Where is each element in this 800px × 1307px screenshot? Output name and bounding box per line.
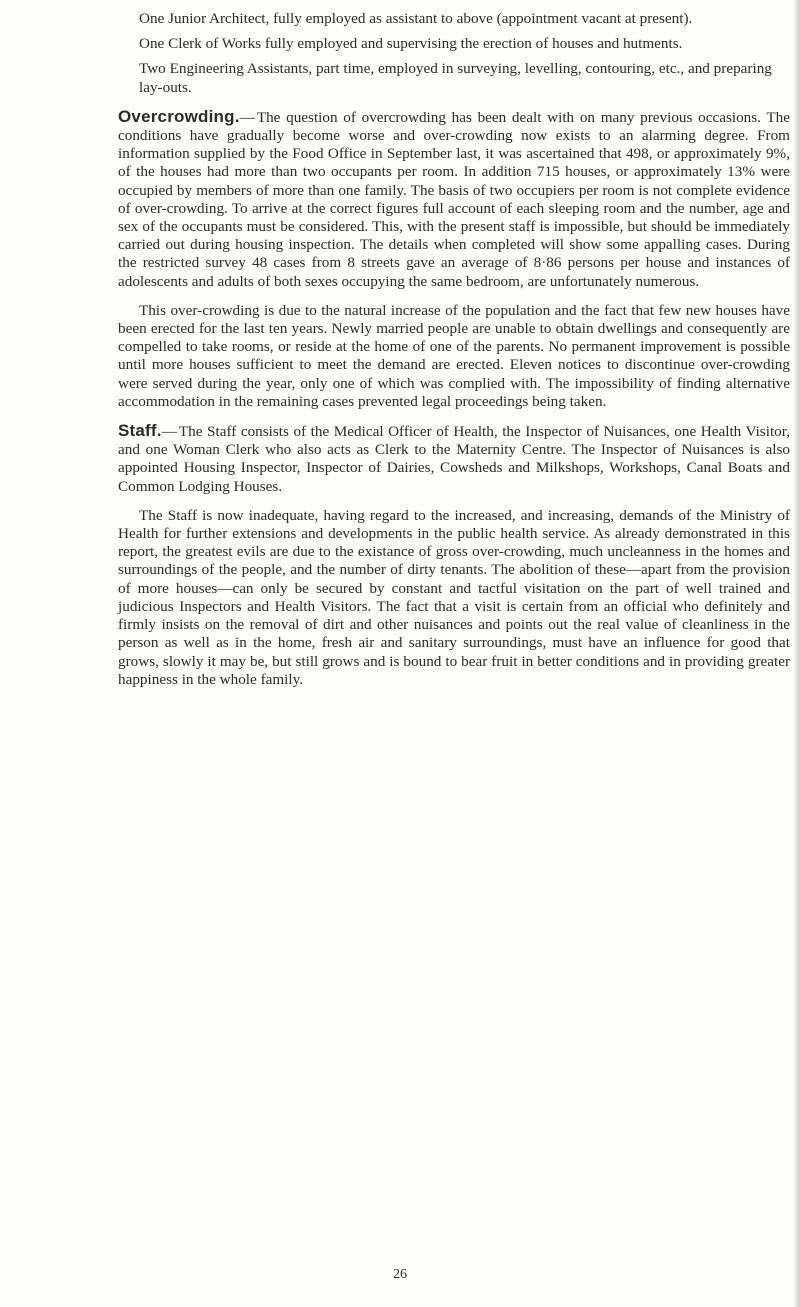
overcrowding-paragraph-1 (118, 108, 790, 291)
staff-paragraph-2: The Staff is now inadequate, having regard to the increased, and increasing, demands of the Ministry of Health for further extensions and developments in the public health service. As already demonstrated in this report, the greatest evils are due to the existance of gross over-crowding, much uncleanness in the homes and surroundings of the people, and the number of dirty tenants. The abolition of these—apart from the provision of more houses—can only be secured by constant and tactful visitation on the part of well trained and judicious Inspectors and Health Visitors. The fact that a visit is certain from an official who definitely and firmly insists on the removal of dirt and other nuisances and points out the real value of cleanliness in the person as well as in the home, fresh air and sanitary surroundings, must have an influence for good that grows, slowly it may be, but still grows and is bound to bear fruit in better conditions and in providing greater happiness in the whole family. (118, 506, 790, 688)
staff-list-engineering-assistants: Two Engineering Assistants, part time, employed in surveying, levelling, contouring, etc., and preparing lay-outs. (139, 60, 772, 96)
page-number: 26 (393, 1267, 407, 1282)
staff-list-junior-architect: One Junior Architect, fully employed as assistant to above (appointment vacant at present). (139, 10, 693, 27)
staff-heading: Staff. (118, 421, 162, 441)
page-edge-shadow (794, 0, 800, 1307)
staff-heading-dash: — (161, 423, 177, 441)
overcrowding-heading: Overcrowding. (118, 106, 240, 126)
page-body (118, 10, 790, 700)
overcrowding-paragraph-2: This over-crowding is due to the natural increase of the population and the fact that few new houses have been erected for the last ten years. Newly married people are unable to obtain dwellings and consequently are compelled to take rooms, or reside at the home of one of the parents. No permanent improvement is possible until more houses sufficient to meet the demand are erected. Eleven notices to discontinue over-crowding were served during the year, only one of which was complied with. The impossibility of finding alternative accommodation in the remaining cases prevented legal proceedings being taken. (118, 301, 790, 410)
staff-paragraph-1-text: The Staff consists of the Medical Officer of Health, the Inspector of Nuisances, one Health Visitor, and one Woman Clerk who also acts as Clerk to the Maternity Centre. The Inspector of Nuisances is also appointed Housing Inspector, Inspector of Dairies, Cowsheds and Milkshops, Workshops, Canal Boats and Common Lodging Houses. (118, 423, 790, 495)
staff-list-clerk-of-works: One Clerk of Works fully employed and supervising the erection of houses and hutments. (139, 35, 683, 53)
overcrowding-heading-dash: — (239, 108, 255, 126)
staff-section (118, 422, 790, 689)
staff-paragraph-1 (118, 422, 790, 496)
overcrowding-paragraph-1-text: The question of overcrowding has been dealt with on many previous occasions. The conditions have gradually become worse and over-crowding now exists to an alarming degree. From information supplied by the Food Office in September last, it was ascertained that 498, or approximately 9%, of the houses had more than two occupants per room. In addition 715 houses, or approximately 13% were occupied by members of more than one family. The basis of two occupiers per room is not complete evidence of over-crowding. To arrive at the correct figures full account of each sleeping room and the number, age and sex of the occupants must be considered. This, with the present staff is impossible, but should be immediately carried out during housing inspection. The details when completed will show some appalling cases. During the restricted survey 48 cases from 8 streets gave an average of 8·86 persons per house and instances of adolescents and adults of both sexes occupying the same bedroom, are unfortunately numerous. (118, 108, 790, 290)
overcrowding-section (118, 108, 790, 411)
